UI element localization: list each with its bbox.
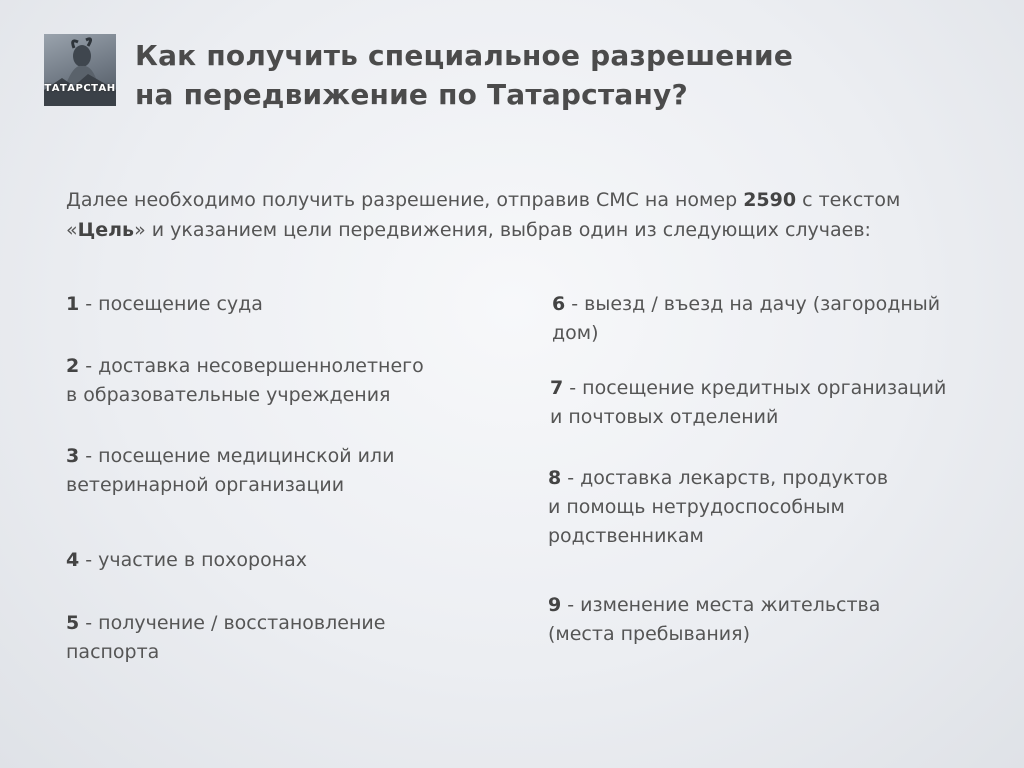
list-item-5	[66, 609, 385, 667]
item-text: посещение кредитных организаций	[582, 377, 947, 399]
page-title	[135, 36, 995, 114]
item-sep: -	[561, 594, 581, 616]
intro-paragraph	[66, 185, 996, 245]
list-item-9	[548, 591, 880, 649]
item-number: 3	[66, 445, 80, 467]
item-text: посещение суда	[98, 293, 263, 315]
item-text: выезд / въезд на дачу (загородный	[584, 293, 941, 315]
list-item-3	[66, 442, 394, 500]
item-text: получение / восстановление	[98, 612, 386, 634]
item-sep: -	[79, 549, 99, 571]
logo-text: ТАТАРСТАН	[44, 83, 116, 94]
item-text-line3: родственникам	[548, 525, 704, 547]
item-sep: -	[79, 355, 99, 377]
logo	[44, 34, 116, 106]
item-sep: -	[563, 377, 583, 399]
mountain-goat-logo-icon	[44, 34, 116, 106]
item-text: доставка несовершеннолетнего	[98, 355, 424, 377]
item-text: посещение медицинской или	[98, 445, 395, 467]
intro-text-2: с текстом	[796, 189, 901, 211]
item-text-line2: дом)	[552, 322, 599, 344]
intro-text-3: » и указанием цели передвижения, выбрав один из следующих случаев:	[134, 219, 871, 241]
item-number: 5	[66, 612, 80, 634]
list-item-8	[548, 464, 888, 551]
item-number: 6	[552, 293, 566, 315]
intro-line-2	[66, 215, 996, 245]
list-item-6	[552, 290, 940, 348]
item-number: 7	[550, 377, 564, 399]
sms-keyword: Цель	[77, 219, 135, 241]
item-number: 2	[66, 355, 80, 377]
item-text: доставка лекарств, продуктов	[580, 467, 889, 489]
sms-number: 2590	[743, 189, 797, 211]
item-text: изменение места жительства	[580, 594, 881, 616]
item-number: 4	[66, 549, 80, 571]
item-text-line2: и помощь нетрудоспособным	[548, 496, 845, 518]
item-text-line2: и почтовых отделений	[550, 406, 779, 428]
quote-open: «	[66, 219, 78, 241]
list-item-2	[66, 352, 424, 410]
intro-line-1	[66, 185, 996, 215]
title-line-2: на передвижение по Татарстану?	[135, 78, 688, 111]
intro-text-1: Далее необходимо получить разрешение, отправив СМС на номер	[66, 189, 744, 211]
list-item-7	[550, 374, 946, 432]
item-text: участие в похоронах	[98, 549, 308, 571]
item-text-line2: в образовательные учреждения	[66, 384, 391, 406]
item-text-line2: (места пребывания)	[548, 623, 750, 645]
list-item-1	[66, 290, 263, 319]
list-item-4	[66, 546, 307, 575]
item-text-line2: паспорта	[66, 641, 160, 663]
item-number: 9	[548, 594, 562, 616]
title-line-1: Как получить специальное разрешение	[135, 39, 794, 72]
item-number: 8	[548, 467, 562, 489]
item-sep: -	[79, 445, 99, 467]
item-sep: -	[561, 467, 581, 489]
item-number: 1	[66, 293, 80, 315]
item-text-line2: ветеринарной организации	[66, 474, 345, 496]
item-sep: -	[565, 293, 585, 315]
item-sep: -	[79, 612, 99, 634]
item-sep: -	[79, 293, 99, 315]
